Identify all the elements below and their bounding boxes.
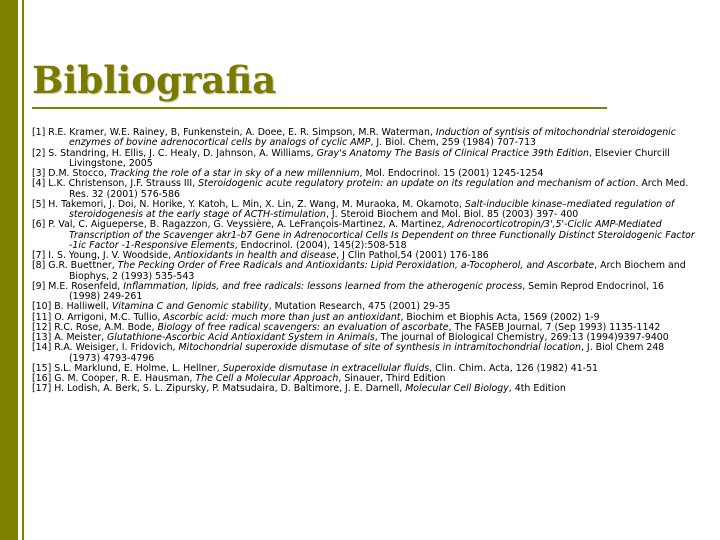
reference-authors: R.C. Rose, A.M. Bode, bbox=[54, 321, 158, 333]
reference-authors: L.K. Christenson, J.F. Strauss III, bbox=[48, 178, 199, 190]
reference-number: [2] bbox=[32, 147, 46, 159]
reference-source: , Biochim et Biophis Acta, 1569 (2002) 1-9 bbox=[400, 311, 600, 323]
reference-authors: S. Standring, H. Ellis, J. C. Healy, D. Jahnson, A. Williams, bbox=[48, 147, 317, 159]
reference-authors: D.M. Stocco, bbox=[48, 168, 110, 179]
reference-source: , Arch Biochem and Biophys, 2 (1993) 535-543 bbox=[69, 260, 686, 282]
reference-authors: B. Halliwell, bbox=[54, 301, 112, 313]
reference-item bbox=[32, 261, 697, 282]
reference-item bbox=[32, 179, 697, 200]
reference-number: [14] bbox=[32, 342, 52, 354]
title-divider bbox=[32, 107, 607, 109]
reference-number: [15] bbox=[32, 362, 52, 374]
reference-number: [5] bbox=[32, 198, 46, 210]
reference-source: , J Clin Pathol,54 (2001) 176-186 bbox=[336, 250, 489, 261]
reference-title: Molecular Cell Biology bbox=[405, 383, 509, 395]
reference-number: [8] bbox=[32, 260, 46, 272]
reference-source: , The journal of Biological Chemistry, 269:13 (1994)9397-9400 bbox=[374, 332, 669, 343]
reference-list bbox=[32, 128, 697, 395]
reference-title: Superoxide dismutase in extracellular fluids bbox=[222, 362, 430, 374]
reference-number: [9] bbox=[32, 280, 46, 292]
reference-item bbox=[32, 128, 697, 149]
reference-number: [17] bbox=[32, 383, 52, 395]
reference-item bbox=[32, 220, 697, 251]
reference-title: Inflammation, lipids, and free radicals: lessons learned from the atherogenic process bbox=[123, 280, 523, 292]
reference-authors: M.E. Rosenfeld, bbox=[48, 280, 124, 292]
reference-title: Antioxidants in health and disease bbox=[174, 250, 337, 261]
reference-source: , J. Biol. Chem, 259 (1984) 707-713 bbox=[370, 137, 537, 149]
reference-authors: S.L. Marklund, E. Holme, L. Hellner, bbox=[54, 362, 223, 374]
reference-source: . Arch Med. Res. 32 (2001) 576-586 bbox=[69, 178, 689, 200]
reference-source: , Elsevier Churcill Livingstone, 2005 bbox=[69, 147, 670, 169]
reference-number: [16] bbox=[32, 373, 52, 384]
reference-source: , Mol. Endocrinol. 15 (2001) 1245-1254 bbox=[359, 168, 544, 179]
reference-source: , Clin. Chim. Acta, 126 (1982) 41-51 bbox=[429, 362, 599, 374]
reference-title: Salt-inducible kinase–mediated regulation of steroidogenesis at the early stage of ACTH-stimulation bbox=[69, 198, 675, 220]
left-accent-band bbox=[0, 0, 18, 540]
reference-item bbox=[32, 282, 697, 303]
reference-item bbox=[32, 384, 697, 394]
reference-number: [11] bbox=[32, 311, 52, 323]
reference-title: Glutathione-Ascorbic Acid Antioxidant System in Animals bbox=[107, 332, 375, 343]
reference-source: , J. Steroid Biochem and Mol. Biol. 85 (2003) 397- 400 bbox=[325, 209, 579, 220]
reference-title: Induction of syntisis of mitochondrial steroidogenic enzymes of bovine adrenocortical cells by analogs of cyclic AMP bbox=[69, 127, 676, 149]
reference-number: [6] bbox=[32, 219, 46, 231]
reference-item bbox=[32, 200, 697, 221]
reference-source: , J. Biol Chem 248 (1973) 4793-4796 bbox=[69, 342, 665, 364]
reference-number: [1] bbox=[32, 127, 46, 138]
reference-number: [12] bbox=[32, 321, 52, 333]
reference-source: , 4th Edition bbox=[508, 383, 566, 395]
reference-title: Adrenocorticotropin/3',5'-Ciclic AMP-Mediated Transcription of the Scavenger akr1-b7 Gene in Adrenocortical Cells Is Dependent on three Functionally Distinct Steroidogenic Factor -1ic Factor -1-Responsive Elements bbox=[69, 219, 695, 251]
reference-title: Mitochondrial superoxide dismutase of site of synthesis in intramitochondrial location bbox=[178, 342, 581, 354]
reference-source: , Sinauer, Third Edition bbox=[338, 373, 446, 384]
reference-title: Vitamina C and Genomic stability bbox=[111, 301, 269, 313]
left-accent-line bbox=[22, 0, 24, 540]
reference-source: , Mutation Research, 475 (2001) 29-35 bbox=[268, 301, 451, 313]
reference-title: Biology of free radical scavengers: an evaluation of ascorbate bbox=[157, 321, 449, 333]
reference-authors: O. Arrigoni, M.C. Tullio, bbox=[54, 311, 164, 323]
reference-authors: R.E. Kramer, W.E. Rainey, B, Funkenstein, A. Doee, E. R. Simpson, M.R. Waterman, bbox=[48, 127, 436, 138]
reference-authors: A. Meister, bbox=[54, 332, 108, 343]
reference-title: Ascorbic acid: much more than just an antioxidant bbox=[163, 311, 401, 323]
reference-authors: H. Lodish, A. Berk, S. L. Zipursky, P. Matsudaira, D. Baltimore, J. E. Darnell, bbox=[54, 383, 406, 395]
reference-authors: G.R. Buettner, bbox=[48, 260, 118, 272]
reference-authors: H. Takemori, J. Doi, N. Horike, Y. Katoh, L. Min, X. Lin, Z. Wang, M. Muraoka, M. Okamoto, bbox=[48, 198, 465, 210]
reference-source: , Semin Reprod Endocrinol, 16 (1998) 249-261 bbox=[69, 280, 665, 302]
reference-authors: P. Val, C. Aigueperse, B. Ragazzon, G. Veyssière, A. LeFrançois-Martinez, A. Martinez, bbox=[48, 219, 448, 231]
reference-number: [7] bbox=[32, 250, 46, 261]
reference-authors: G. M. Cooper, R. E. Hausman, bbox=[54, 373, 196, 384]
reference-authors: I. S. Young, J. V. Woodside, bbox=[48, 250, 175, 261]
reference-item bbox=[32, 343, 697, 364]
reference-number: [4] bbox=[32, 178, 46, 190]
reference-number: [10] bbox=[32, 301, 52, 313]
reference-authors: R.A. Weisiger, I. Fridovich, bbox=[54, 342, 179, 354]
reference-title: Tracking the role of a star in sky of a new millennium bbox=[109, 168, 360, 179]
reference-title: Gray's Anatomy The Basis of Clinical Practice 39th Edition bbox=[316, 147, 589, 159]
reference-number: [13] bbox=[32, 332, 52, 343]
reference-item bbox=[32, 149, 697, 170]
reference-source: , Endocrinol. (2004), 145(2):508-518 bbox=[234, 239, 407, 251]
reference-title: The Pecking Order of Free Radicals and Antioxidants: Lipid Peroxidation, a-Tocopherol, and Ascorbate bbox=[117, 260, 595, 272]
reference-number: [3] bbox=[32, 168, 46, 179]
slide-title: Bibliografia bbox=[32, 58, 277, 102]
reference-title: The Cell a Molecular Approach bbox=[195, 373, 339, 384]
reference-source: , The FASEB Journal, 7 (Sep 1993) 1135-1142 bbox=[448, 321, 661, 333]
reference-title: Steroidogenic acute regulatory protein: an update on its regulation and mechanism of action bbox=[198, 178, 636, 190]
